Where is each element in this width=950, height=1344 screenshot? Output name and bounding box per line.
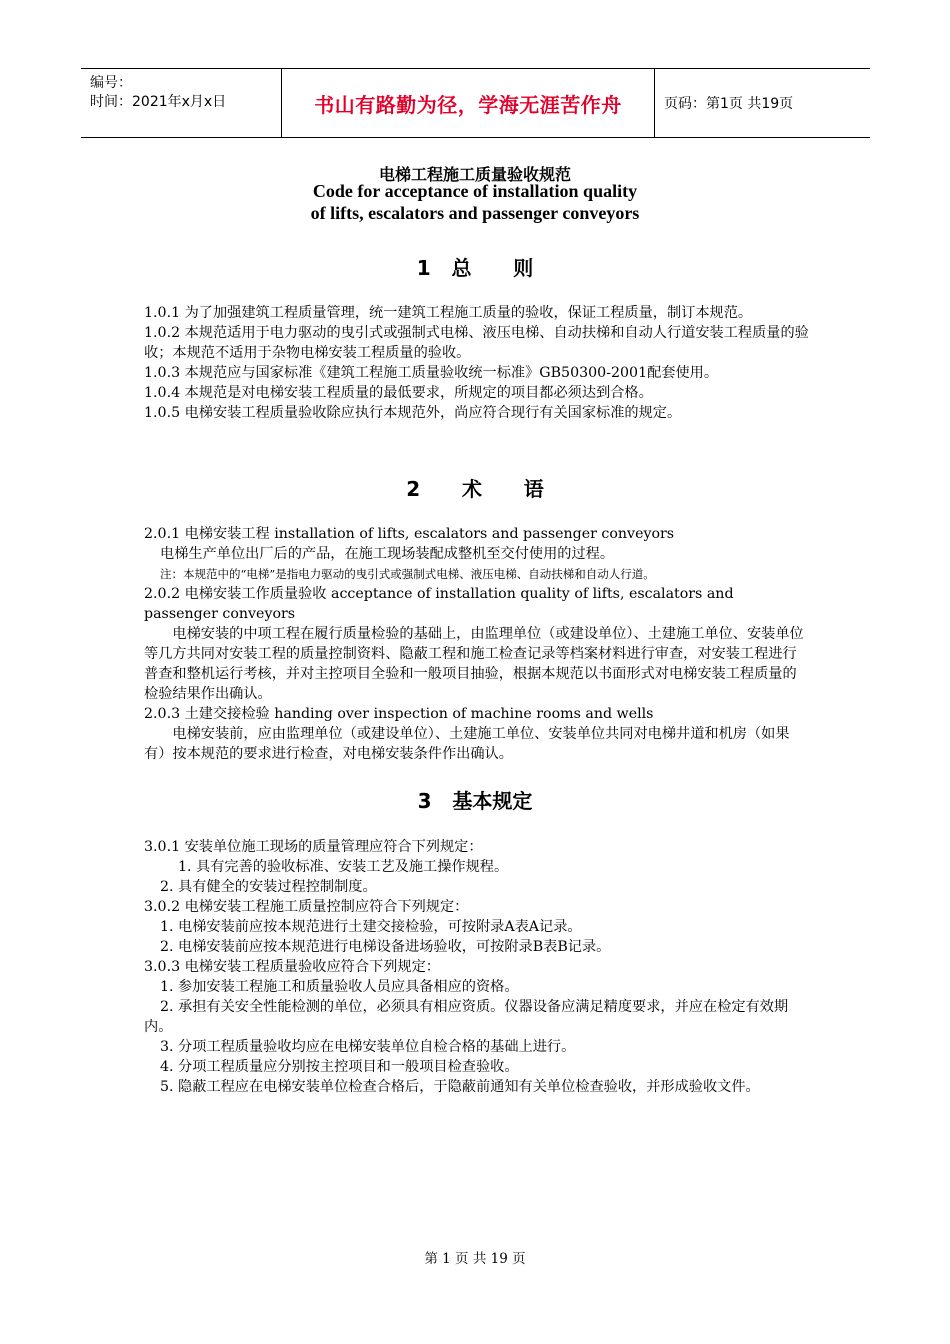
clause-3-0-3-item-1: 1. 参加安装工程施工和质量验收人员应具备相应的资格。 [160, 979, 519, 995]
header-meta-cell [81, 69, 282, 137]
clause-1-0-5: 1.0.5 电梯安装工程质量验收除应执行本规范外，尚应符合现行有关国家标准的规定。 [144, 405, 682, 421]
section-general-body [144, 303, 810, 423]
section-basic-rules-body [144, 837, 810, 1097]
document-title-en-line1: Code for acceptance of installation quality [312, 181, 638, 201]
clause-3-0-3-item-2: 2. 承担有关安全性能检测的单位，必须具有相应资质。仪器设备应满足精度要求，并应在检定有效期内。 [144, 999, 789, 1035]
document-number-label: 编号： [90, 75, 132, 91]
clause-3-0-1-item-1: 1. 具有完善的验收标准、安装工艺及施工操作规程。 [178, 859, 509, 875]
clause-3-0-1: 3.0.1 安装单位施工现场的质量管理应符合下列规定： [144, 839, 483, 855]
section-heading-general: 1 总 则 [416, 256, 534, 280]
clause-3-0-3-item-5: 5. 隐蔽工程应在电梯安装单位检查合格后，于隐蔽前通知有关单位检查验收，并形成验收文件。 [160, 1079, 760, 1095]
clause-1-0-3: 1.0.3 本规范应与国家标准《建筑工程施工质量验收统一标准》GB50300-2001配套使用。 [144, 365, 719, 381]
header-page-cell [664, 69, 793, 137]
section-heading-terms: 2 术 语 [406, 477, 544, 501]
section-heading-basic-rules: 3 基本规定 [417, 789, 533, 813]
motto-text: 书山有路勤为径，学海无涯苦作舟 [314, 92, 622, 117]
clause-3-0-3: 3.0.3 电梯安装工程质量验收应符合下列规定： [144, 959, 440, 975]
clause-1-0-1: 1.0.1 为了加强建筑工程质量管理，统一建筑工程施工质量的验收，保证工程质量，制订本规范。 [144, 305, 753, 321]
clause-3-0-2: 3.0.2 电梯安装工程施工质量控制应符合下列规定： [144, 899, 469, 915]
term-2-0-1: 2.0.1 电梯安装工程 installation of lifts, escalators and passenger conveyors [144, 526, 675, 542]
document-title-cn: 电梯工程施工质量验收规范 [378, 165, 571, 184]
term-2-0-3-definition: 电梯安装前，应由监理单位（或建设单位）、土建施工单位、安装单位共同对电梯井道和机房（如果有）按本规范的要求进行检查，对电梯安装条件作出确认。 [144, 726, 790, 762]
term-note: 注：本规范中的“电梯”是指电力驱动的曳引式或强制式电梯、液压电梯、自动扶梯和自动人行道。 [160, 567, 655, 581]
term-2-0-1-definition: 电梯生产单位出厂后的产品，在施工现场装配成整机至交付使用的过程。 [160, 546, 615, 562]
header-table [81, 68, 870, 138]
section-terms-body [144, 524, 810, 764]
document-title-en-line2: of lifts, escalators and passenger conveyors [310, 203, 640, 223]
document-time-label: 时间：2021年x月x日 [90, 94, 227, 110]
term-2-0-3: 2.0.3 土建交接检验 handing over inspection of machine rooms and wells [144, 706, 654, 722]
page-footer: 第 1 页 共 19 页 [424, 1251, 526, 1267]
clause-1-0-2: 1.0.2 本规范适用于电力驱动的曳引式或强制式电梯、液压电梯、自动扶梯和自动人行道安装工程质量的验收；本规范不适用于杂物电梯安装工程质量的验收。 [144, 325, 809, 361]
page-indicator: 页码：第1页 共19页 [664, 96, 794, 112]
clause-3-0-3-item-4: 4. 分项工程质量应分别按主控项目和一般项目检查验收。 [160, 1059, 519, 1075]
clause-1-0-4: 1.0.4 本规范是对电梯安装工程质量的最低要求，所规定的项目都必须达到合格。 [144, 385, 653, 401]
term-2-0-2-definition: 电梯安装的中项工程在履行质量检验的基础上，由监理单位（或建设单位）、土建施工单位、安装单位等几方共同对安装工程的质量控制资料、隐蔽工程和施工检查记录等档案材料进行审查，对安装工程进行普查和整机运行考核，并对主控项目全验和一般项目抽验，根据本规范以书面形式对电梯安装工程质量的检验结果作出确认。 [144, 626, 804, 702]
clause-3-0-1-item-2: 2. 具有健全的安装过程控制制度。 [160, 879, 377, 895]
clause-3-0-3-item-3: 3. 分项工程质量验收均应在电梯安装单位自检合格的基础上进行。 [160, 1039, 576, 1055]
term-2-0-2: 2.0.2 电梯安装工作质量验收 acceptance of installation quality of lifts, escalators and passenger conveyors [144, 586, 734, 622]
header-motto-cell [282, 69, 655, 137]
clause-3-0-2-item-1: 1. 电梯安装前应按本规范进行土建交接检验，可按附录A表A记录。 [160, 919, 582, 935]
clause-3-0-2-item-2: 2. 电梯安装前应按本规范进行电梯设备进场验收，可按附录B表B记录。 [160, 939, 611, 955]
